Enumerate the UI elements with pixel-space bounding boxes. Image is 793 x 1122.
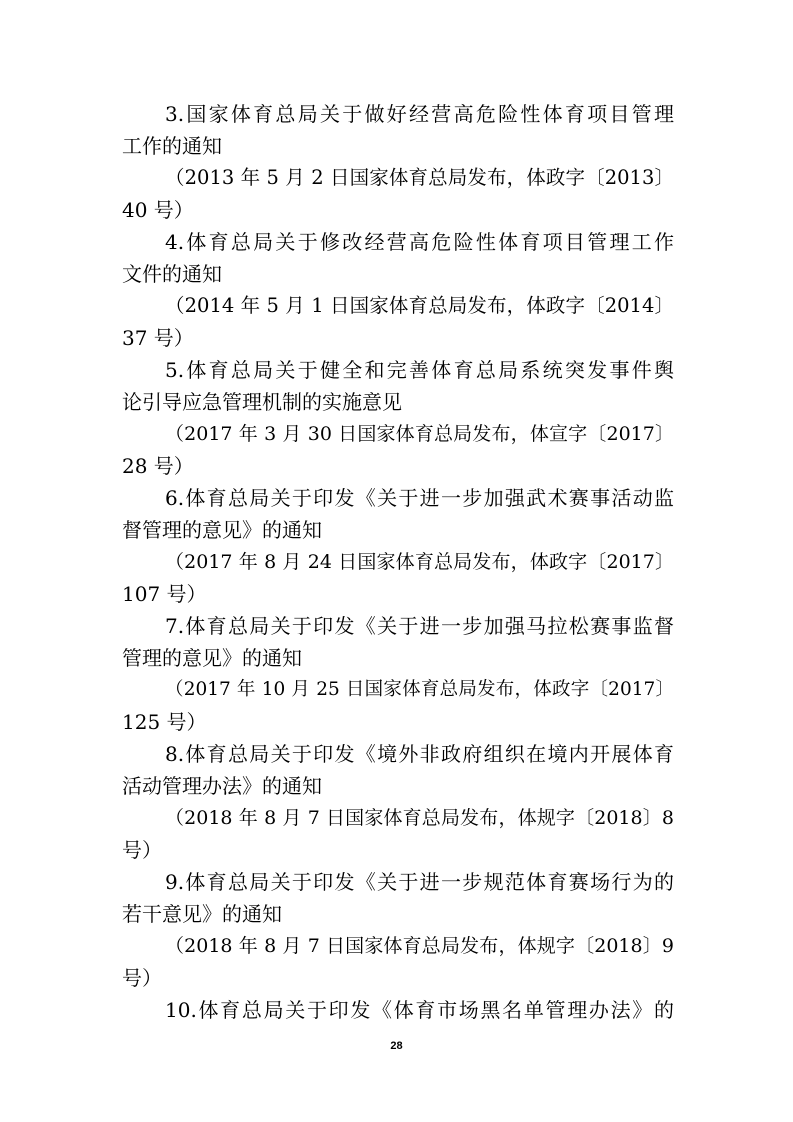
paragraph-line-continuation: 28 号）	[122, 454, 194, 478]
paragraph-line-continuation: 40 号）	[122, 198, 194, 222]
paragraph-line-first: 8.体育总局关于印发《境外非政府组织在境内开展体育	[165, 742, 674, 766]
page-number: 28	[390, 1040, 403, 1052]
paragraph-line-first: 3.国家体育总局关于做好经营高危险性体育项目管理	[165, 102, 674, 126]
paragraph-line-first: 10.体育总局关于印发《体育市场黑名单管理办法》的	[165, 998, 674, 1022]
paragraph-line-first: （2017 年 10 月 25 日国家体育总局发布，体政字〔2017〕	[165, 679, 674, 700]
paragraph-line-continuation: 107 号）	[122, 582, 207, 606]
paragraph-line-continuation: 工作的通知	[122, 134, 222, 158]
paragraph-line-continuation: 125 号）	[122, 710, 207, 734]
paragraph-line-continuation: 活动管理办法》的通知	[122, 774, 322, 798]
paragraph-line-first: （2018 年 8 月 7 日国家体育总局发布，体规字〔2018〕8	[165, 807, 674, 829]
paragraph-line-first: 4.体育总局关于修改经营高危险性体育项目管理工作	[165, 230, 674, 254]
paragraph-line-first: （2018 年 8 月 7 日国家体育总局发布，体规字〔2018〕9	[165, 935, 674, 957]
paragraph-line-continuation: 督管理的意见》的通知	[122, 518, 322, 542]
paragraph-line-first: （2017 年 3 月 30 日国家体育总局发布，体宣字〔2017〕	[165, 423, 674, 445]
paragraph-line-first: 5.体育总局关于健全和完善体育总局系统突发事件舆	[165, 358, 674, 382]
document-body	[122, 98, 674, 1026]
paragraph-line-continuation: 若干意见》的通知	[122, 902, 282, 926]
paragraph-line-continuation: 37 号）	[122, 326, 194, 350]
paragraph-line-continuation: 号）	[122, 966, 162, 990]
paragraph-line-first: 7.体育总局关于印发《关于进一步加强马拉松赛事监督	[165, 614, 674, 638]
paragraph-line-first: （2017 年 8 月 24 日国家体育总局发布，体政字〔2017〕	[165, 551, 674, 573]
paragraph-line-first: 9.体育总局关于印发《关于进一步规范体育赛场行为的	[165, 870, 674, 894]
paragraph-line-first: （2014 年 5 月 1 日国家体育总局发布，体政字〔2014〕	[165, 294, 674, 317]
paragraph-line-continuation: 管理的意见》的通知	[122, 646, 302, 670]
paragraph-line-first: （2013 年 5 月 2 日国家体育总局发布，体政字〔2013〕	[165, 166, 674, 189]
paragraph-line-continuation: 文件的通知	[122, 262, 222, 286]
paragraph-line-first: 6.体育总局关于印发《关于进一步加强武术赛事活动监	[165, 486, 674, 510]
paragraph-line-continuation: 号）	[122, 838, 162, 862]
paragraph-line-continuation: 论引导应急管理机制的实施意见	[122, 390, 402, 414]
